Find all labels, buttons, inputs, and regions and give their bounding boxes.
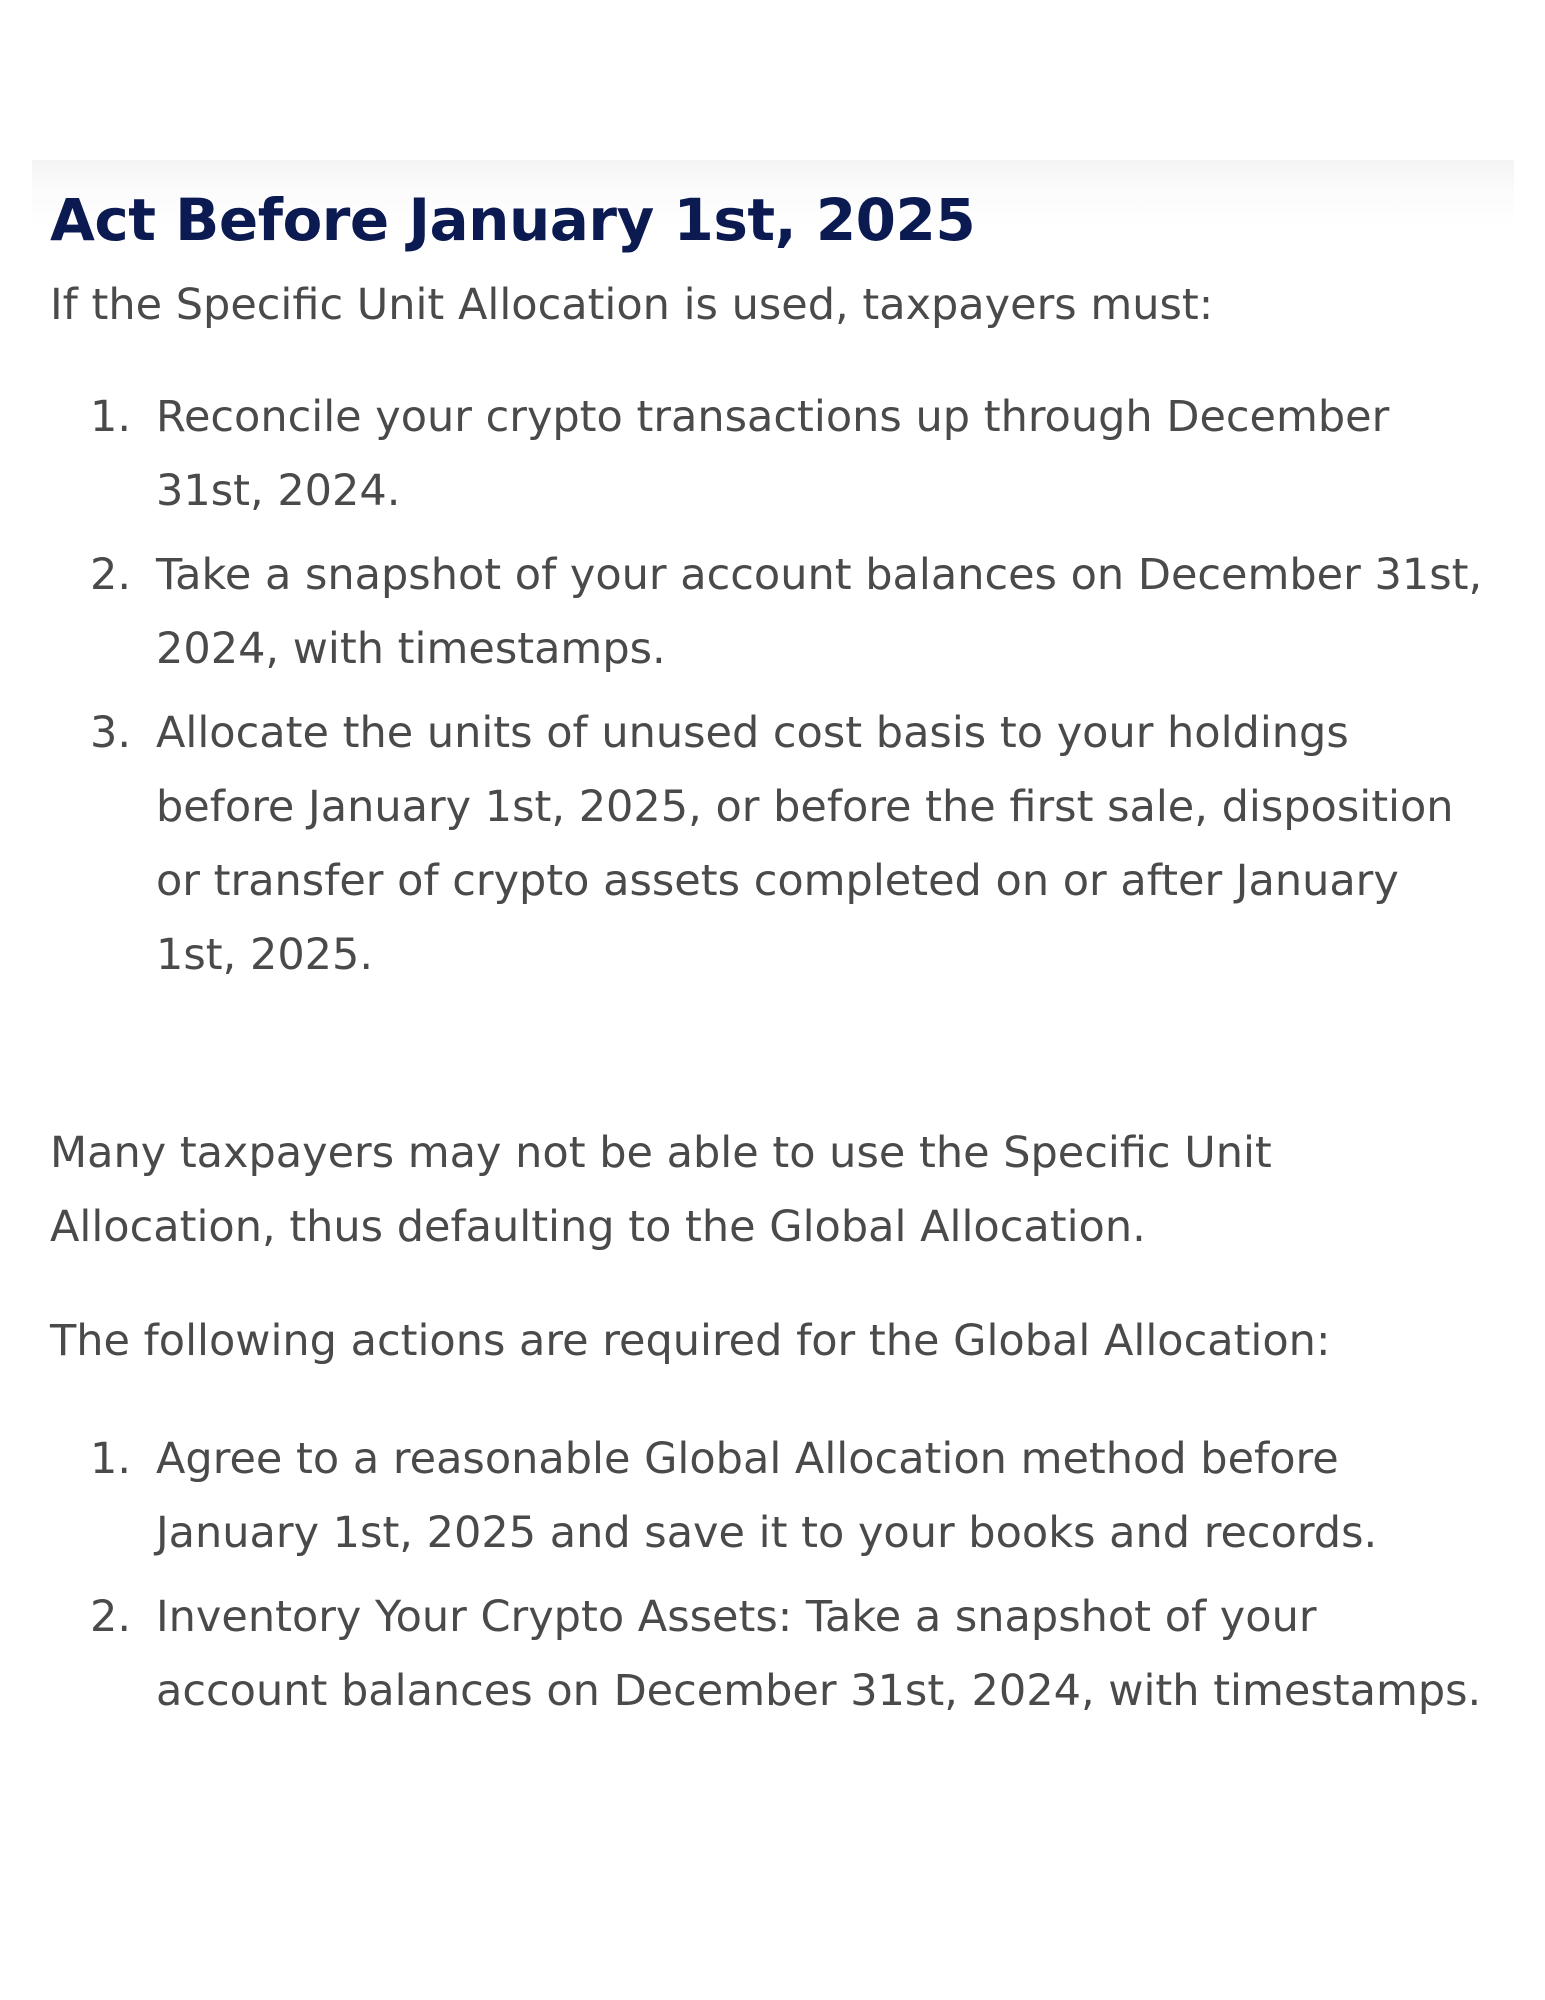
list-item (50, 538, 1490, 686)
list-item-text: Take a snapshot of your account balances on December 31st, 2024, with timestamps. (156, 550, 1483, 674)
article-content (50, 180, 1490, 1738)
list-item (50, 1422, 1490, 1570)
list-number: 1. (90, 392, 132, 442)
global-allocation-intro: The following actions are required for the Global Allocation: (50, 1316, 1331, 1366)
list-number: 2. (90, 1592, 132, 1642)
list-item-text: Reconcile your crypto transactions up through December 31st, 2024. (156, 392, 1390, 516)
specific-allocation-steps (50, 380, 1490, 992)
global-allocation-paragraph: Many taxpayers may not be able to use the Specific Unit Allocation, thus defaulting to the Global Allocation. (50, 1128, 1272, 1252)
page-title: Act Before January 1st, 2025 (50, 186, 976, 254)
list-item (50, 696, 1490, 992)
list-item-text: Inventory Your Crypto Assets: Take a snapshot of your account balances on December 31st, 2024, with timestamps. (156, 1592, 1482, 1716)
global-allocation-steps (50, 1422, 1490, 1728)
list-item-text: Agree to a reasonable Global Allocation method before January 1st, 2025 and save it to your books and records. (156, 1434, 1378, 1558)
list-item (50, 380, 1490, 528)
list-item (50, 1580, 1490, 1728)
list-number: 3. (90, 708, 132, 758)
list-number: 2. (90, 550, 132, 600)
list-number: 1. (90, 1434, 132, 1484)
list-item-text: Allocate the units of unused cost basis to your holdings before January 1st, 2025, or before the first sale, disposition or transfer of crypto assets completed on or after January 1st, 2025. (156, 708, 1454, 980)
specific-allocation-intro: If the Specific Unit Allocation is used, taxpayers must: (50, 280, 1214, 330)
